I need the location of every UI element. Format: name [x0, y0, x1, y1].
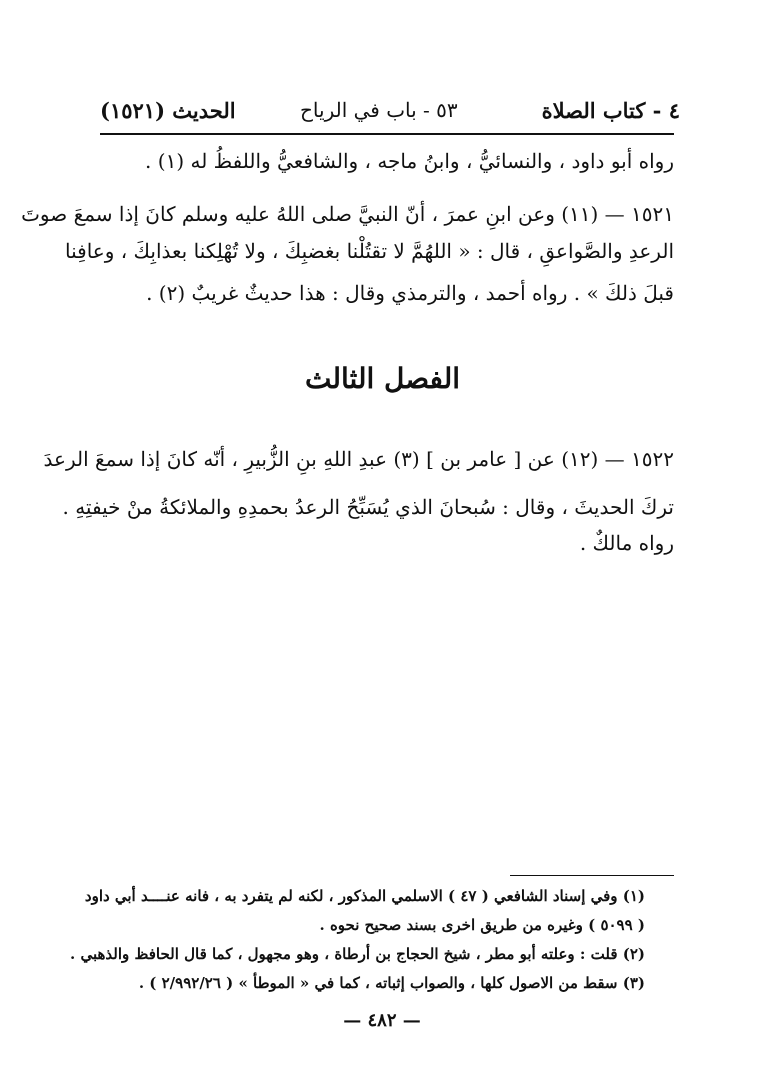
header-chapter-title: ٥٣ - باب في الرياح	[300, 98, 458, 122]
header-rule	[100, 133, 674, 135]
text-line: ١٥٢١ — (١١) وعن ابنِ عمرَ ، أنّ النبيَّ صلى اللهُ عليه وسلم كانَ إذا سمعَ صوتَ	[21, 202, 674, 226]
running-header	[100, 94, 680, 134]
text-line: رواه أبو داود ، والنسائيُّ ، وابنُ ماجه ، والشافعيُّ واللفظُ له (١) .	[145, 149, 674, 173]
header-book-title: ٤ - كتاب الصلاة	[541, 98, 680, 123]
page-number: — ٤٨٢ —	[343, 1010, 421, 1031]
header-hadith-number: الحديث (١٥٢١)	[100, 98, 236, 123]
footnote-line: (٣) سقط من الاصول كلها ، والصواب إثباته ، كما في « الموطأ » ( ٢/٩٩٢/٢٦ ) .	[138, 974, 645, 992]
text-line: قبلَ ذلكَ » . رواه أحمد ، والترمذي وقال : هذا حديثٌ غريبٌ (٢) .	[146, 281, 674, 305]
section-title: الفصل الثالث	[304, 362, 461, 395]
text-line: رواه مالكٌ .	[579, 531, 674, 555]
text-line: ١٥٢٢ — (١٢) عن [ عامر بن ] (٣) عبدِ اللهِ بنِ الزُّبيرِ ، أنّه كانَ إذا سمعَ الرعدَ	[43, 447, 674, 471]
text-line: الرعدِ والصَّواعقِ ، قال : « اللهُمَّ لا تقتُلْنا بغضبِكَ ، ولا تُهْلِكنا بعذابِكَ ، وعافِنا	[65, 239, 674, 263]
text-line: تركَ الحديثَ ، وقال : سُبحانَ الذي يُسَبِّحُ الرعدُ بحمدِهِ والملائكةُ منْ خيفتِهِ .	[62, 495, 674, 519]
footnote-line: (٢) قلت : وعلته أبو مطر ، شيخ الحجاج بن أرطاة ، وهو مجهول ، كما قال الحافظ والذهبي .	[70, 945, 645, 963]
footnote-line: ( ٥٠٩٩ ) وغيره من طريق اخرى بسند صحيح نحوه .	[319, 916, 645, 934]
footnote-rule	[510, 875, 674, 876]
footnote-line: (١) وفي إسناد الشافعي ( ٤٧ ) الاسلمي المذكور ، لكنه لم يتفرد به ، فانه عنــــد أبي داود	[84, 887, 645, 905]
